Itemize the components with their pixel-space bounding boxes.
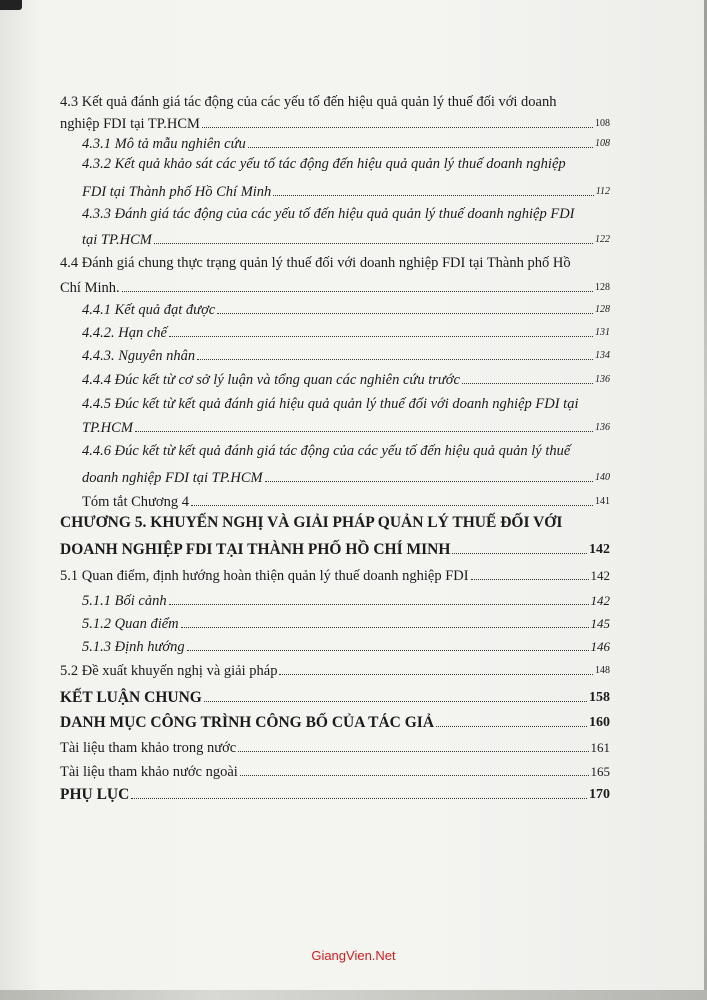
toc-entry-4-4-1 <box>82 298 610 320</box>
toc-entry-4-3-2-line1: 4.3.2 Kết quả khảo sát các yếu tố tác động đến hiệu quả quản lý thuế doanh nghiệp <box>82 156 566 172</box>
dot-leader <box>279 674 593 675</box>
toc-entry-4-3-2 <box>82 180 610 202</box>
toc-entry-title: nghiệp FDI tại TP.HCM <box>60 116 200 132</box>
toc-entry-title: FDI tại Thành phố Hồ Chí Minh <box>82 184 272 200</box>
toc-entry-title: DANH MỤC CÔNG TRÌNH CÔNG BỐ CỦA TÁC GIẢ <box>60 714 435 731</box>
toc-entry-chapter4-summary <box>82 490 610 512</box>
toc-entry-title: Tài liệu tham khảo nước ngoài <box>60 764 238 780</box>
toc-page-number: 122 <box>595 234 610 245</box>
toc-entry-4-4-2 <box>82 321 610 343</box>
dot-leader <box>238 751 588 752</box>
toc-page-number: 142 <box>589 542 610 557</box>
dot-leader <box>471 579 589 580</box>
dot-leader <box>273 195 593 196</box>
toc-entry-domestic-references <box>60 736 610 758</box>
dot-leader <box>240 775 589 776</box>
toc-entry-conclusion <box>60 686 610 708</box>
toc-page-number: 148 <box>595 665 610 676</box>
toc-page-number: 170 <box>589 787 610 802</box>
toc-entry-4-3-3 <box>82 228 610 250</box>
toc-entry-title: 5.1.2 Quan điểm <box>82 616 179 632</box>
toc-entry-title: 4.4.2. Hạn chế <box>82 325 167 341</box>
dot-leader <box>169 336 593 337</box>
toc-entry-5-1 <box>60 564 610 586</box>
toc-entry-title: 4.4.1 Kết quả đạt được <box>82 302 216 318</box>
toc-entry-title: PHỤ LỤC <box>60 786 130 803</box>
toc-entry-5-1-1 <box>82 589 610 611</box>
dot-leader <box>122 291 593 292</box>
toc-entry-4-3-line1: 4.3 Kết quả đánh giá tác động của các yếu tố đến hiệu quả quản lý thuế đối với doanh <box>60 94 557 110</box>
dot-leader <box>436 726 587 727</box>
toc-entry-publications <box>60 711 610 733</box>
toc-page-number: 141 <box>595 496 610 507</box>
toc-entry-chapter5-line1: CHƯƠNG 5. KHUYẾN NGHỊ VÀ GIẢI PHÁP QUẢN LÝ THUẾ ĐỐI VỚI <box>60 514 563 531</box>
dot-leader <box>202 127 593 128</box>
toc-page-number: 142 <box>590 568 610 583</box>
toc-entry-4-4-6 <box>82 466 610 488</box>
toc-entry-title: KẾT LUẬN CHUNG <box>60 689 202 706</box>
dot-leader <box>131 798 587 799</box>
dot-leader <box>187 650 589 651</box>
dot-leader <box>462 383 593 384</box>
toc-page-number: 146 <box>590 639 610 654</box>
toc-page-number: 108 <box>595 118 610 129</box>
watermark-footer: GiangVien.Net <box>311 948 396 963</box>
dot-leader <box>169 604 589 605</box>
dot-leader <box>452 553 587 554</box>
toc-entry-5-1-2 <box>82 612 610 634</box>
dot-leader <box>197 359 593 360</box>
toc-entry-title: 4.4.3. Nguyên nhân <box>82 348 196 364</box>
toc-entry-title: Chí Minh. <box>60 280 120 296</box>
toc-page-number: 165 <box>590 764 610 779</box>
toc-entry-4-4-6-line1: 4.4.6 Đúc kết từ kết quả đánh giá tác động của các yếu tố đến hiệu quả quản lý thuế <box>82 443 571 459</box>
toc-page-number: 134 <box>595 350 610 361</box>
dot-leader <box>248 147 593 148</box>
toc-page-number: 140 <box>595 472 610 483</box>
dot-leader <box>217 313 593 314</box>
toc-page-number: 158 <box>589 690 610 705</box>
toc-entry-5-2 <box>60 659 610 681</box>
toc-entry-4-4-3 <box>82 344 610 366</box>
toc-entry-title: TP.HCM <box>82 420 133 436</box>
toc-entry-appendix <box>60 783 610 805</box>
toc-entry-4-4-5 <box>82 416 610 438</box>
toc-entry-title: Tóm tắt Chương 4 <box>82 494 189 510</box>
toc-entry-title: 5.1.3 Định hướng <box>82 639 185 655</box>
toc-entry-chapter5 <box>60 538 610 560</box>
toc-page-number: 145 <box>590 616 610 631</box>
toc-entry-title: 5.1 Quan điểm, định hướng hoàn thiện quản lý thuế doanh nghiệp FDI <box>60 568 469 584</box>
toc-entry-title: 5.2 Đề xuất khuyến nghị và giải pháp <box>60 663 278 679</box>
toc-entry-foreign-references <box>60 760 610 782</box>
toc-entry-title: 4.3.1 Mô tả mẫu nghiên cứu <box>82 136 246 152</box>
toc-entry-4-3-1 <box>82 132 610 154</box>
toc-page-number: 131 <box>595 327 610 338</box>
toc-entry-4-4 <box>60 276 610 298</box>
toc-entry-4-3 <box>60 112 610 134</box>
toc-page-number: 161 <box>590 740 610 755</box>
toc-page-number: 136 <box>595 422 610 433</box>
toc-page-number: 112 <box>595 186 610 197</box>
toc-page-number: 136 <box>595 374 610 385</box>
dot-leader <box>135 431 593 432</box>
toc-page-number: 142 <box>590 593 610 608</box>
toc-entry-title: DOANH NGHIỆP FDI TẠI THÀNH PHỐ HỒ CHÍ MINH <box>60 541 451 558</box>
dot-leader <box>191 505 593 506</box>
dot-leader <box>265 481 593 482</box>
toc-entry-5-1-3 <box>82 635 610 657</box>
toc-entry-title: doanh nghiệp FDI tại TP.HCM <box>82 470 263 486</box>
toc-entry-title: 4.4.4 Đúc kết từ cơ sở lý luận và tổng quan các nghiên cứu trước <box>82 372 460 388</box>
toc-page-number: 128 <box>595 282 610 293</box>
dot-leader <box>204 701 587 702</box>
toc-entry-4-3-3-line1: 4.3.3 Đánh giá tác động của các yếu tố đến hiệu quả quản lý thuế doanh nghiệp FDI <box>82 206 575 222</box>
toc-page-number: 128 <box>595 304 610 315</box>
toc-entry-4-4-5-line1: 4.4.5 Đúc kết từ kết quả đánh giá hiệu quả quản lý thuế đối với doanh nghiệp FDI tại <box>82 396 579 412</box>
toc-entry-title: 5.1.1 Bối cảnh <box>82 593 167 609</box>
toc-page-number: 108 <box>595 138 610 149</box>
toc-entry-4-4-line1: 4.4 Đánh giá chung thực trạng quản lý thuế đối với doanh nghiệp FDI tại Thành phố Hồ <box>60 255 571 271</box>
dot-leader <box>154 243 593 244</box>
toc-entry-title: tại TP.HCM <box>82 232 152 248</box>
dot-leader <box>181 627 589 628</box>
toc-page-number: 160 <box>589 715 610 730</box>
toc-entry-title: Tài liệu tham khảo trong nước <box>60 740 237 756</box>
toc-entry-4-4-4 <box>82 368 610 390</box>
